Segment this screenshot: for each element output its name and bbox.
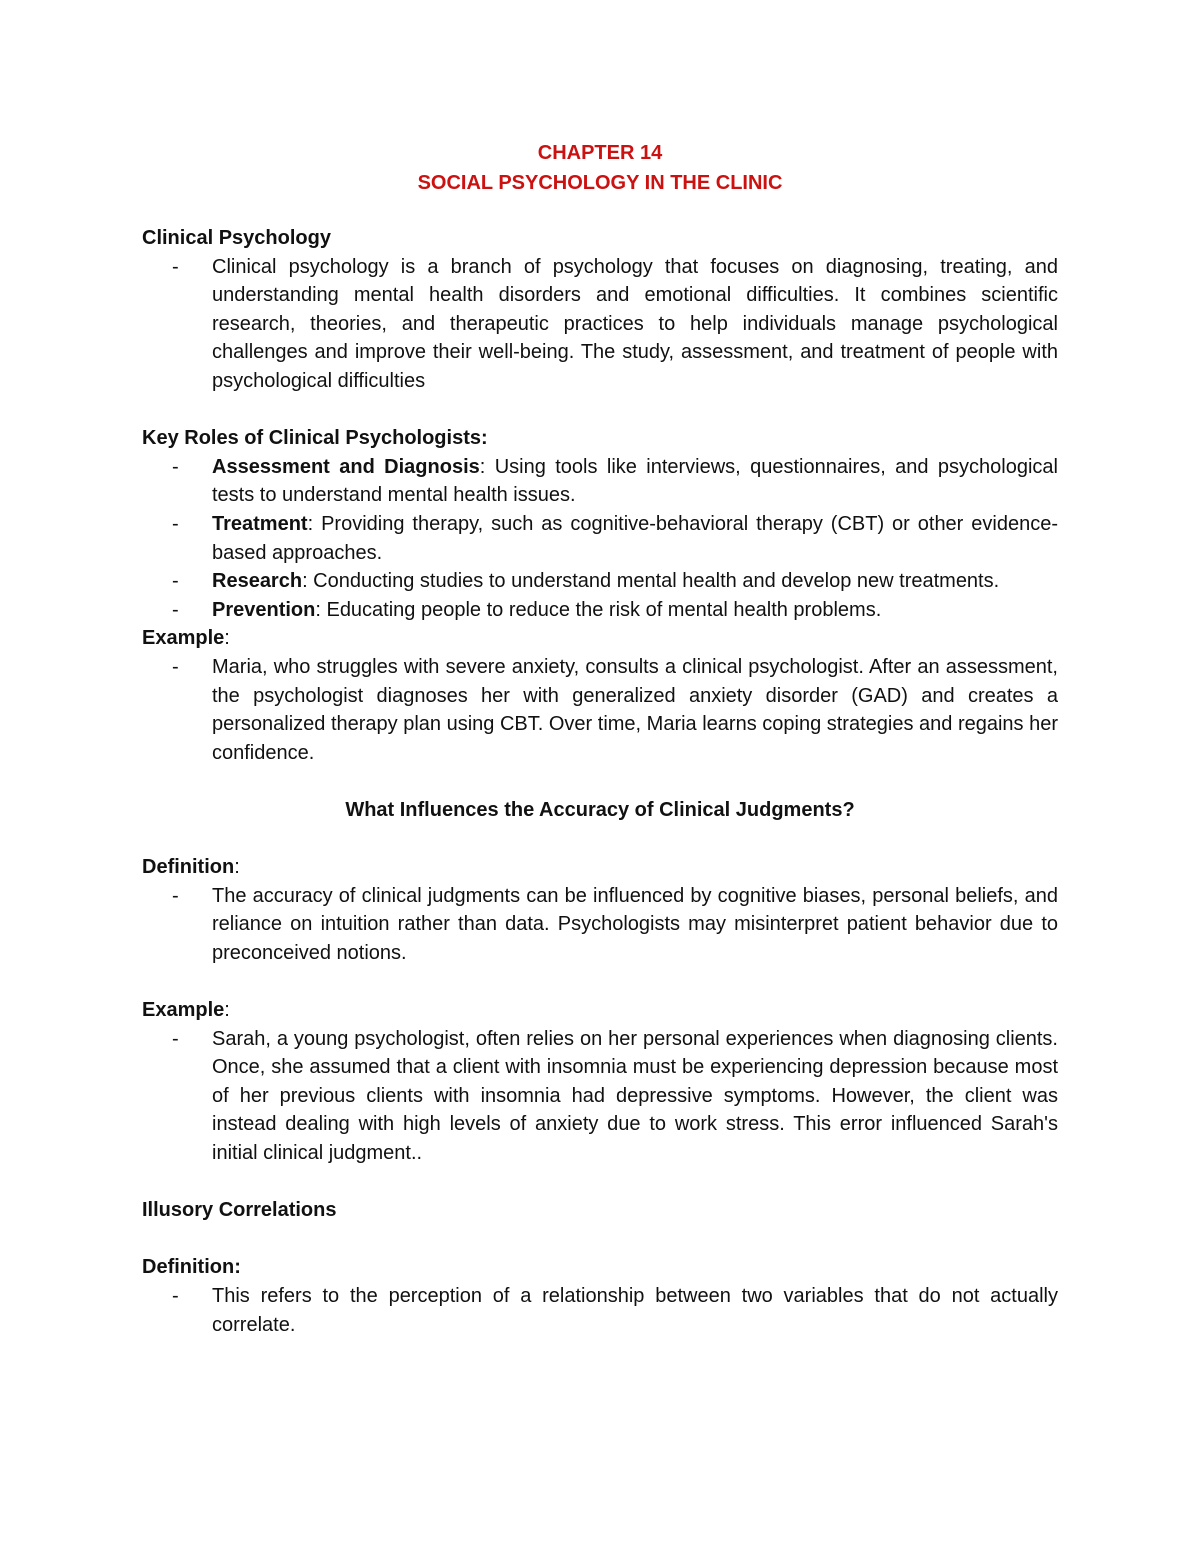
example-list	[142, 653, 1058, 767]
dash-bullet: -	[172, 570, 179, 593]
definition-list	[142, 882, 1058, 968]
list-item: - Assessment and Diagnosis: Using tools like interviews, questionnaires, and psychological tests to understand mental health issues.	[142, 453, 1058, 510]
definition-label: Definition:	[142, 856, 240, 879]
list-item: - This refers to the perception of a relationship between two variables that do not actually correlate.	[142, 1282, 1058, 1339]
dash-bullet: -	[172, 255, 179, 278]
section-heading-clinical-psychology: Clinical Psychology	[142, 227, 331, 249]
list-item: - Sarah, a young psychologist, often relies on her personal experiences when diagnosing clients. Once, she assumed that a client with insomnia must be experiencing depression because most of her previous clients with insomnia had depressive symptoms. However, the client was instead dealing with high levels of anxiety due to work stress. This error influenced Sarah's initial clinical judgment..	[142, 1025, 1058, 1168]
role-term: Treatment	[212, 512, 308, 535]
dash-bullet: -	[172, 1284, 179, 1307]
section-heading-accuracy: What Influences the Accuracy of Clinical Judgments?	[345, 798, 855, 821]
list-item: - Treatment: Providing therapy, such as cognitive-behavioral therapy (CBT) or other evidence-based approaches.	[142, 510, 1058, 567]
section-heading-illusory-correlations: Illusory Correlations	[142, 1199, 337, 1222]
definition-label: Definition:	[142, 1256, 241, 1279]
list-item: - The accuracy of clinical judgments can be influenced by cognitive biases, personal beliefs, and reliance on intuition rather than data. Psychologists may misinterpret patient behavior due to preconceived notions.	[142, 882, 1058, 968]
chapter-number: CHAPTER 14	[537, 142, 663, 164]
dash-bullet: -	[172, 455, 179, 478]
dash-bullet: -	[172, 512, 179, 535]
definition-list	[142, 1282, 1058, 1339]
list-item: - Research: Conducting studies to understand mental health and develop new treatments.	[142, 567, 1058, 596]
key-roles-list	[142, 453, 1058, 625]
role-term: Assessment and Diagnosis	[212, 455, 480, 478]
dash-bullet: -	[172, 884, 179, 907]
example-label: Example:	[142, 627, 230, 650]
example-list	[142, 1025, 1058, 1168]
section-heading-key-roles: Key Roles of Clinical Psychologists:	[142, 427, 488, 450]
example-label: Example:	[142, 999, 230, 1022]
dash-bullet: -	[172, 655, 179, 678]
dash-bullet: -	[172, 1027, 179, 1050]
role-term: Research	[212, 570, 303, 593]
dash-bullet: -	[172, 598, 179, 621]
list-item: - Clinical psychology is a branch of psychology that focuses on diagnosing, treating, and understanding mental health disorders and emotional difficulties. It combines scientific research, theories, and therapeutic practices to help individuals manage psychological challenges and improve their well-being. The study, assessment, and treatment of people with psychological difficulties	[142, 253, 1058, 396]
role-term: Prevention	[212, 598, 316, 621]
document-page	[142, 138, 1058, 1339]
chapter-title: SOCIAL PSYCHOLOGY IN THE CLINIC	[417, 172, 783, 194]
clinical-psychology-list	[142, 253, 1058, 396]
list-item: - Maria, who struggles with severe anxiety, consults a clinical psychologist. After an assessment, the psychologist diagnoses her with generalized anxiety disorder (GAD) and creates a personalized therapy plan using CBT. Over time, Maria learns coping strategies and regains her confidence.	[142, 653, 1058, 767]
list-item: - Prevention: Educating people to reduce the risk of mental health problems.	[142, 596, 1058, 625]
